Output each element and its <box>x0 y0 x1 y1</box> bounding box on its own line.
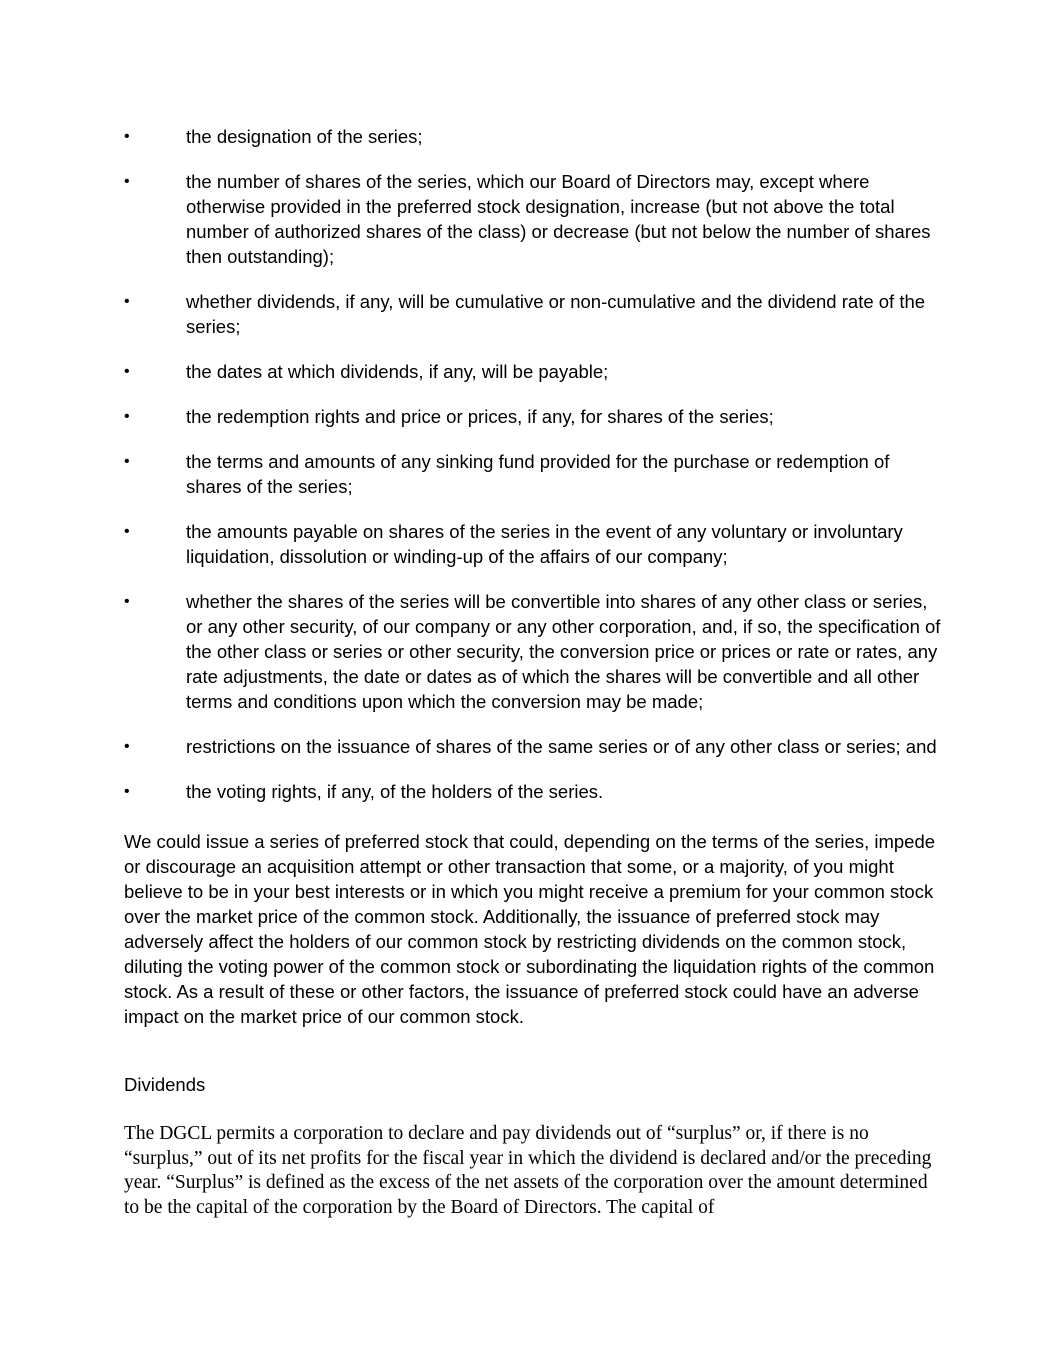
bullet-icon: • <box>124 173 130 190</box>
bullet-icon: • <box>124 783 130 800</box>
list-item <box>124 289 944 339</box>
bullet-icon: • <box>124 453 130 470</box>
list-item-text: the number of shares of the series, which our Board of Directors may, except where otherwise provided in the preferred stock designation, increase (but not above the total number of authorized shares of the class) or decrease (but not below the number of shares then outstanding); <box>186 171 931 267</box>
dgcl-dividends-paragraph: The DGCL permits a corporation to declare and pay dividends out of “surplus” or, if there is no “surplus,” out of its net profits for the fiscal year in which the dividend is declared and/or the preceding year. “Surplus” is defined as the excess of the net assets of the corporation over the amount determined to be the capital of the corporation by the Board of Directors. The capital of <box>124 1123 932 1218</box>
list-item-text: restrictions on the issuance of shares of the same series or of any other class or series; and <box>186 736 937 757</box>
bullet-icon: • <box>124 293 130 310</box>
bullet-icon: • <box>124 363 130 380</box>
list-item-text: the terms and amounts of any sinking fund provided for the purchase or redemption of shares of the series; <box>186 451 890 497</box>
list-item <box>124 734 944 759</box>
list-item-text: the redemption rights and price or prices, if any, for shares of the series; <box>186 406 774 427</box>
list-item <box>124 359 944 384</box>
list-item <box>124 449 944 499</box>
list-item <box>124 404 944 429</box>
bullet-icon: • <box>124 523 130 540</box>
list-item <box>124 589 944 714</box>
preferred-stock-paragraph: We could issue a series of preferred stock that could, depending on the terms of the series, impede or discourage an acquisition attempt or other transaction that some, or a majority, of you might believe to be in your best interests or in which you might receive a premium for your common stock over the market price of the common stock. Additionally, the issuance of preferred stock may adversely affect the holders of our common stock by restricting dividends on the common stock, diluting the voting power of the common stock or subordinating the liquidation rights of the common stock. As a result of these or other factors, the issuance of preferred stock could have an adverse impact on the market price of our common stock. <box>124 831 936 1027</box>
list-item-text: the voting rights, if any, of the holders of the series. <box>186 781 604 802</box>
list-item <box>124 169 944 269</box>
list-item <box>124 519 944 569</box>
list-item <box>124 779 944 804</box>
section-heading-dividends: Dividends <box>124 1074 206 1095</box>
bullet-icon: • <box>124 738 130 755</box>
series-terms-list <box>124 124 944 824</box>
list-item-text: the designation of the series; <box>186 126 423 147</box>
bullet-icon: • <box>124 408 130 425</box>
list-item <box>124 124 944 149</box>
bullet-icon: • <box>124 593 130 610</box>
list-item-text: the dates at which dividends, if any, will be payable; <box>186 361 609 382</box>
list-item-text: the amounts payable on shares of the series in the event of any voluntary or involuntary liquidation, dissolution or winding-up of the affairs of our company; <box>186 521 903 567</box>
list-item-text: whether the shares of the series will be convertible into shares of any other class or series, or any other security, of our company or any other corporation, and, if so, the specification of the other class or series or other security, the conversion price or prices or rate or rates, any rate adjustments, the date or dates as of which the shares will be convertible and all other terms and conditions upon which the conversion may be made; <box>186 591 941 712</box>
list-item-text: whether dividends, if any, will be cumulative or non-cumulative and the dividend rate of the series; <box>186 291 926 337</box>
bullet-icon: • <box>124 128 130 145</box>
